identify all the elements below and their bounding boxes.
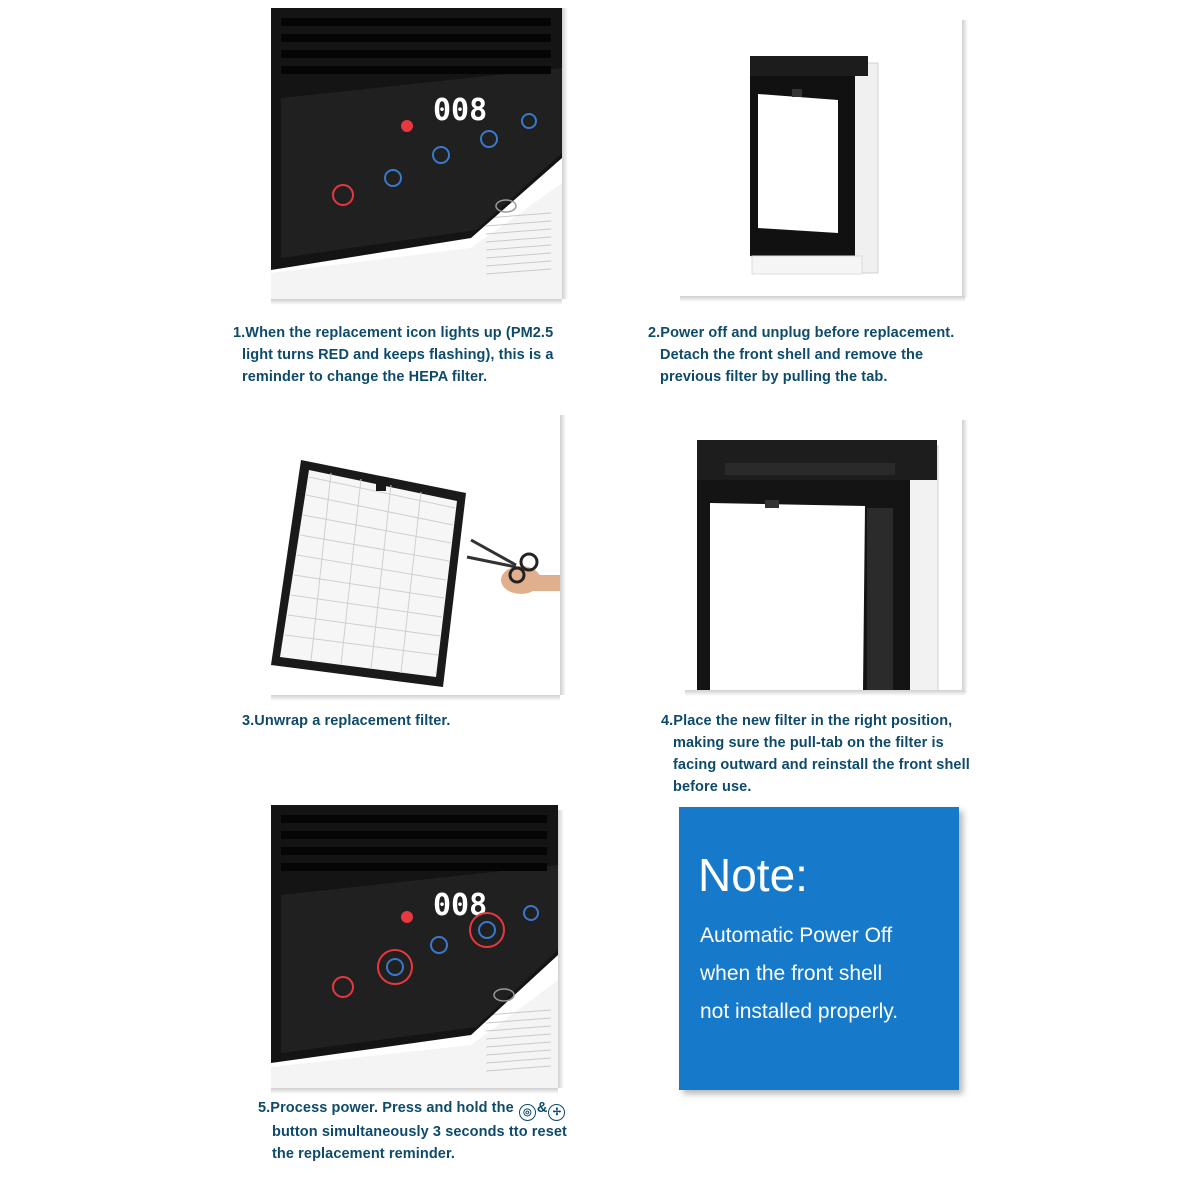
step2-line: previous filter by pulling the tab.: [660, 369, 888, 385]
step1-line: 1.When the replacement icon lights up (PM2.5: [233, 325, 554, 341]
step4-line: before use.: [673, 779, 752, 795]
step1-line: light turns RED and keeps flashing), this is a: [242, 347, 554, 363]
step1-caption: [233, 322, 554, 388]
note-text: [700, 917, 898, 1031]
step3-image: [271, 415, 560, 695]
step5-line: the replacement reminder.: [272, 1146, 456, 1162]
step5-caption: [258, 1097, 567, 1165]
note-line: Automatic Power Off: [700, 924, 893, 947]
step5-line: [258, 1097, 567, 1121]
step4-caption: [661, 710, 970, 798]
step5-text: 5.Process power. Press and hold the: [258, 1100, 514, 1116]
filter-replace-icon: [401, 120, 413, 132]
step3-caption: [242, 710, 451, 732]
step5-ampersand: &: [536, 1100, 548, 1116]
step4-line: making sure the pull-tab on the filter is: [673, 735, 944, 751]
auto-mode-icon: ◎: [519, 1104, 536, 1121]
step5-line: button simultaneously 3 seconds tto reset: [272, 1124, 567, 1140]
step2-line: Detach the front shell and remove the: [660, 347, 924, 363]
note-box: [679, 807, 959, 1090]
filter-replace-icon: [401, 911, 413, 923]
step2-image: [680, 8, 965, 298]
note-line: when the front shell: [700, 962, 883, 985]
step1-line: reminder to change the HEPA filter.: [242, 369, 488, 385]
step3-line: 3.Unwrap a replacement filter.: [242, 713, 451, 729]
step5-image: [271, 805, 558, 1088]
step4-line: 4.Place the new filter in the right position,: [661, 713, 953, 729]
note-title: Note:: [698, 849, 808, 901]
step1-image: [271, 8, 562, 299]
step2-caption: [648, 322, 954, 388]
step4-line: facing outward and reinstall the front shell: [673, 757, 970, 773]
note-line: not installed properly.: [700, 1000, 899, 1023]
step4-image: [685, 418, 965, 693]
display-readout: 008: [433, 93, 488, 128]
fan-icon: ✢: [548, 1104, 565, 1121]
step2-line: 2.Power off and unplug before replacement.: [648, 325, 955, 341]
display-readout: 008: [433, 888, 488, 923]
